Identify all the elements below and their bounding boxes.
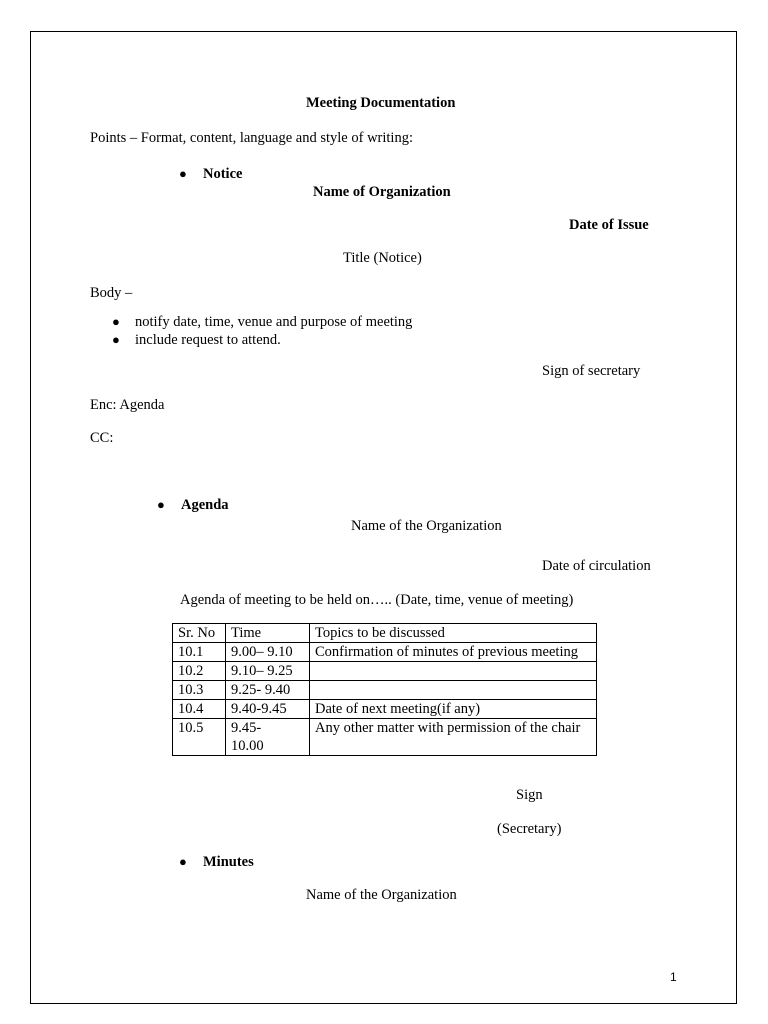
notice-enclosure: Enc: Agenda [90, 397, 165, 413]
agenda-secretary: (Secretary) [497, 821, 562, 837]
table-row [173, 681, 597, 700]
bullet-icon: ● [112, 314, 120, 329]
table-cell: 10.3 [173, 681, 226, 700]
bullet-icon: ● [157, 497, 165, 512]
table-cell: Any other matter with permission of the chair [310, 719, 597, 756]
table-cell: 9.10– 9.25 [226, 662, 310, 681]
agenda-intro: Agenda of meeting to be held on….. (Date, time, venue of meeting) [180, 592, 574, 608]
table-cell: Confirmation of minutes of previous meeting [310, 643, 597, 662]
table-cell: 10.2 [173, 662, 226, 681]
table-cell [310, 662, 597, 681]
table-row [173, 662, 597, 681]
notice-date-of-issue: Date of Issue [569, 217, 649, 233]
notice-title: Title (Notice) [343, 250, 422, 266]
notice-org-name: Name of Organization [313, 184, 451, 200]
table-header-cell: Topics to be discussed [310, 624, 597, 643]
table-cell [310, 681, 597, 700]
table-cell: 9.00– 9.10 [226, 643, 310, 662]
notice-heading: Notice [203, 166, 243, 182]
notice-body-item: notify date, time, venue and purpose of meeting [135, 314, 413, 330]
table-cell: 9.25- 9.40 [226, 681, 310, 700]
table-row [173, 700, 597, 719]
minutes-org-name: Name of the Organization [306, 887, 457, 903]
document-title: Meeting Documentation [306, 95, 456, 111]
table-cell: 10.5 [173, 719, 226, 756]
table-row [173, 719, 597, 756]
agenda-date-of-circulation: Date of circulation [542, 558, 651, 574]
table-cell: 10.4 [173, 700, 226, 719]
table-cell: 9.40-9.45 [226, 700, 310, 719]
table-cell: 10.1 [173, 643, 226, 662]
page-number: 1 [670, 970, 677, 984]
table-cell: Date of next meeting(if any) [310, 700, 597, 719]
table-cell: 9.45- 10.00 [226, 719, 310, 756]
table-header-cell: Time [226, 624, 310, 643]
table-header-row [173, 624, 597, 643]
bullet-icon: ● [179, 166, 187, 181]
points-line: Points – Format, content, language and style of writing: [90, 130, 413, 146]
table-header-cell: Sr. No [173, 624, 226, 643]
notice-signature: Sign of secretary [542, 363, 641, 379]
notice-body-item: include request to attend. [135, 332, 281, 348]
notice-body-label: Body – [90, 285, 133, 301]
agenda-sign: Sign [516, 787, 543, 803]
agenda-org-name: Name of the Organization [351, 518, 502, 534]
agenda-heading: Agenda [181, 497, 229, 513]
table-row [173, 643, 597, 662]
bullet-icon: ● [112, 332, 120, 347]
bullet-icon: ● [179, 854, 187, 869]
agenda-table [172, 623, 597, 756]
minutes-heading: Minutes [203, 854, 254, 870]
notice-cc: CC: [90, 430, 114, 446]
